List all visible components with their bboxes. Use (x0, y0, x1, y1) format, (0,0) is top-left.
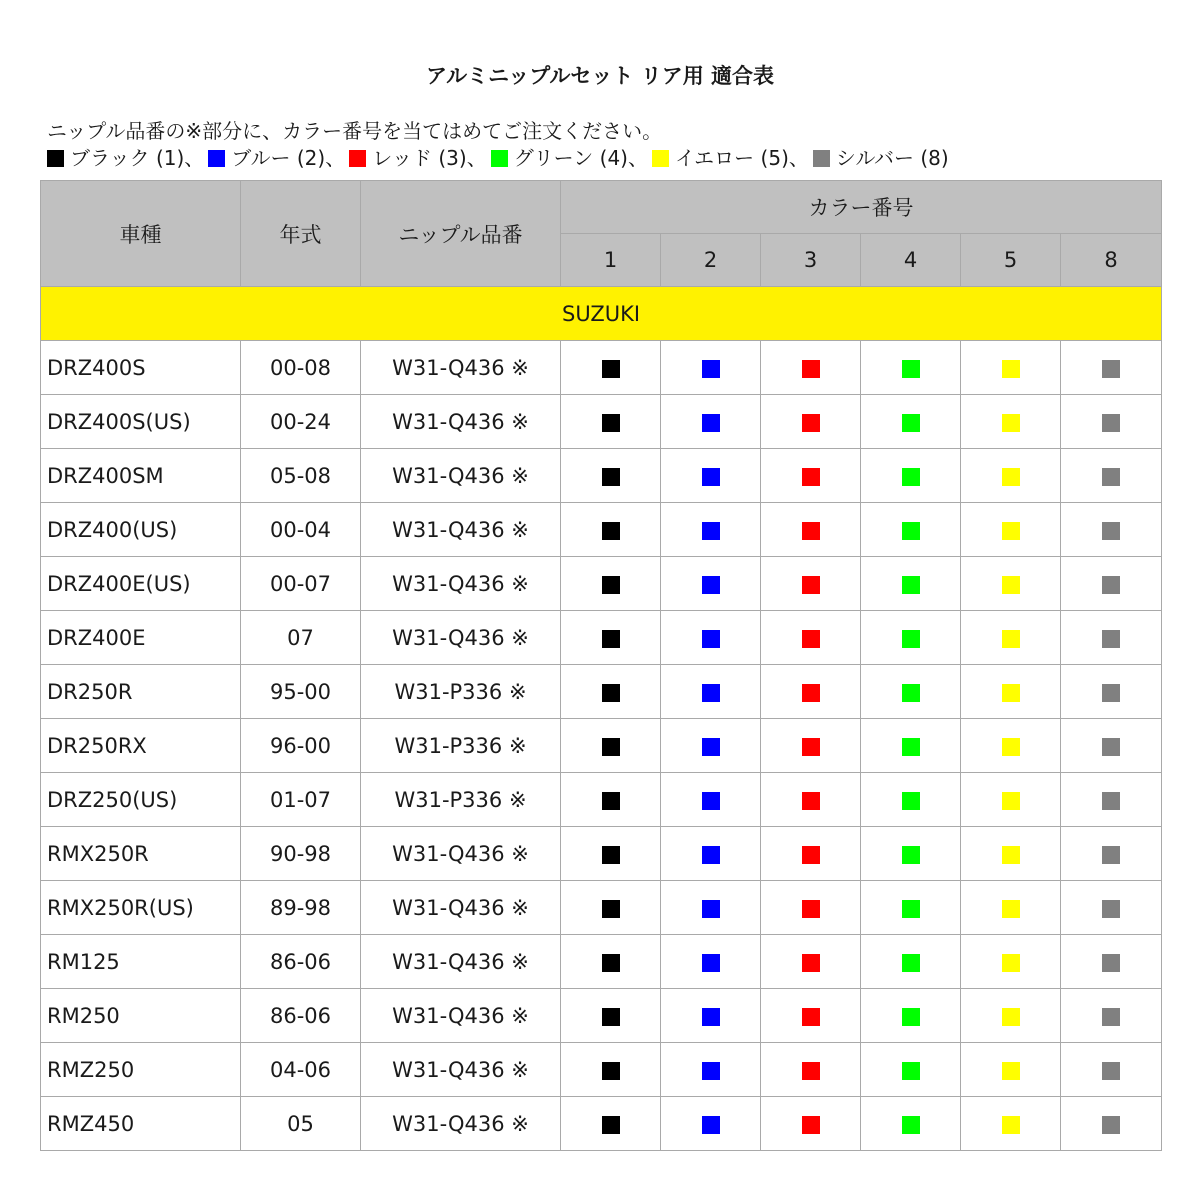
cell-color (561, 719, 661, 773)
color-swatch-icon (1102, 900, 1120, 918)
color-swatch-icon (1102, 1062, 1120, 1080)
cell-model: DRZ400E(US) (41, 557, 241, 611)
color-swatch-icon (802, 360, 820, 378)
cell-year: 96-00 (241, 719, 361, 773)
color-swatch-icon (902, 954, 920, 972)
color-swatch-icon (902, 900, 920, 918)
color-swatch-icon (902, 1116, 920, 1134)
cell-color (561, 611, 661, 665)
color-swatch-icon (602, 630, 620, 648)
cell-color (961, 611, 1061, 665)
color-swatch-icon (802, 1116, 820, 1134)
legend-separator: 、 (325, 146, 346, 170)
cell-color (861, 773, 961, 827)
color-swatch-icon (702, 630, 720, 648)
color-swatch-icon (1002, 1008, 1020, 1026)
cell-color (1061, 827, 1162, 881)
cell-color (761, 1097, 861, 1151)
cell-part: W31-Q436 ※ (361, 935, 561, 989)
table-row (41, 773, 1162, 827)
cell-color (861, 449, 961, 503)
color-swatch-icon (902, 684, 920, 702)
cell-color (861, 935, 961, 989)
cell-color (861, 719, 961, 773)
legend-separator: 、 (466, 146, 487, 170)
legend-label: レッド (3) (372, 146, 467, 170)
color-swatch-icon (602, 900, 620, 918)
cell-color (861, 503, 961, 557)
color-swatch-icon (902, 792, 920, 810)
cell-color (861, 341, 961, 395)
cell-color (861, 827, 961, 881)
cell-color (661, 503, 761, 557)
cell-color (561, 773, 661, 827)
cell-color (561, 341, 661, 395)
cell-color (761, 719, 861, 773)
cell-year: 00-07 (241, 557, 361, 611)
cell-model: RMZ450 (41, 1097, 241, 1151)
color-swatch-icon (602, 738, 620, 756)
color-swatch-icon (1002, 846, 1020, 864)
color-swatch-icon (802, 1008, 820, 1026)
cell-color (661, 773, 761, 827)
color-swatch-icon (802, 414, 820, 432)
color-swatch-icon (602, 360, 620, 378)
cell-color (961, 557, 1061, 611)
cell-color (1061, 719, 1162, 773)
cell-color (1061, 611, 1162, 665)
color-swatch-icon (602, 792, 620, 810)
cell-year: 95-00 (241, 665, 361, 719)
color-swatch-icon (902, 846, 920, 864)
color-swatch-icon (1102, 738, 1120, 756)
color-swatch-icon (702, 576, 720, 594)
legend-item (208, 144, 349, 172)
cell-color (561, 1043, 661, 1097)
cell-color (961, 449, 1061, 503)
cell-color (861, 665, 961, 719)
cell-part: W31-P336 ※ (361, 665, 561, 719)
cell-model: RM125 (41, 935, 241, 989)
cell-color (761, 341, 861, 395)
color-swatch-icon (702, 414, 720, 432)
cell-color (1061, 773, 1162, 827)
cell-year: 00-24 (241, 395, 361, 449)
legend-label: イエロー (5) (674, 146, 789, 170)
header-color-1: 1 (561, 234, 661, 287)
color-swatch-icon (1002, 360, 1020, 378)
cell-color (861, 881, 961, 935)
color-swatch-icon (702, 792, 720, 810)
color-swatch-icon (902, 1008, 920, 1026)
color-swatch-icon (1002, 630, 1020, 648)
cell-color (1061, 557, 1162, 611)
cell-color (761, 449, 861, 503)
cell-color (961, 881, 1061, 935)
cell-model: RMX250R(US) (41, 881, 241, 935)
color-swatch-icon (802, 576, 820, 594)
color-swatch-icon (802, 684, 820, 702)
table-row (41, 449, 1162, 503)
cell-part: W31-Q436 ※ (361, 989, 561, 1043)
color-swatch-icon (1102, 1116, 1120, 1134)
brand-label: SUZUKI (41, 287, 1162, 341)
header-color-4: 4 (861, 234, 961, 287)
table-row (41, 665, 1162, 719)
cell-color (961, 665, 1061, 719)
color-swatch-icon (902, 360, 920, 378)
cell-color (661, 935, 761, 989)
cell-part: W31-Q436 ※ (361, 395, 561, 449)
cell-model: DRZ400SM (41, 449, 241, 503)
color-swatch-icon (702, 684, 720, 702)
cell-model: RM250 (41, 989, 241, 1043)
cell-color (861, 989, 961, 1043)
color-swatch-icon (602, 468, 620, 486)
cell-model: RMZ250 (41, 1043, 241, 1097)
cell-year: 86-06 (241, 989, 361, 1043)
cell-year: 86-06 (241, 935, 361, 989)
color-swatch-icon (902, 576, 920, 594)
color-swatch-icon (1002, 738, 1020, 756)
cell-part: W31-Q436 ※ (361, 557, 561, 611)
cell-year: 04-06 (241, 1043, 361, 1097)
table-row (41, 935, 1162, 989)
legend-item (491, 144, 652, 172)
color-legend (47, 144, 949, 172)
cell-color (661, 665, 761, 719)
color-swatch-icon (602, 522, 620, 540)
color-swatch-icon (1102, 414, 1120, 432)
color-swatch-icon (1102, 792, 1120, 810)
color-swatch-icon (602, 414, 620, 432)
cell-color (1061, 665, 1162, 719)
color-swatch-icon (902, 468, 920, 486)
page-title: アルミニップルセット リア用 適合表 (425, 64, 775, 88)
legend-item (47, 144, 208, 172)
cell-color (661, 341, 761, 395)
table-row (41, 557, 1162, 611)
color-swatch-icon (802, 630, 820, 648)
cell-color (1061, 935, 1162, 989)
cell-color (961, 827, 1061, 881)
cell-part: W31-P336 ※ (361, 773, 561, 827)
color-swatch-icon (1002, 954, 1020, 972)
color-swatch-icon (602, 1062, 620, 1080)
color-swatch-icon (802, 738, 820, 756)
cell-color (961, 395, 1061, 449)
color-swatch-icon (1102, 522, 1120, 540)
legend-separator: 、 (627, 146, 648, 170)
cell-color (1061, 395, 1162, 449)
cell-color (561, 665, 661, 719)
color-swatch-icon (208, 150, 225, 167)
table-row (41, 341, 1162, 395)
color-swatch-icon (602, 1008, 620, 1026)
cell-model: DR250R (41, 665, 241, 719)
cell-color (561, 989, 661, 1043)
cell-color (1061, 881, 1162, 935)
cell-color (661, 395, 761, 449)
cell-color (561, 881, 661, 935)
table-row (41, 503, 1162, 557)
color-swatch-icon (702, 738, 720, 756)
cell-color (1061, 989, 1162, 1043)
cell-color (761, 827, 861, 881)
header-color-3: 3 (761, 234, 861, 287)
header-part-number: ニップル品番 (361, 181, 561, 287)
cell-color (961, 989, 1061, 1043)
legend-item (349, 144, 491, 172)
cell-color (761, 881, 861, 935)
legend-label: グリーン (4) (513, 146, 628, 170)
cell-color (661, 611, 761, 665)
cell-model: DRZ250(US) (41, 773, 241, 827)
header-color-5: 5 (961, 234, 1061, 287)
cell-year: 05-08 (241, 449, 361, 503)
cell-color (661, 881, 761, 935)
cell-color (561, 1097, 661, 1151)
legend-label: ブルー (2) (231, 146, 326, 170)
table-row (41, 395, 1162, 449)
color-swatch-icon (802, 846, 820, 864)
color-swatch-icon (802, 954, 820, 972)
brand-row (41, 287, 1162, 341)
color-swatch-icon (702, 522, 720, 540)
cell-color (961, 341, 1061, 395)
header-year: 年式 (241, 181, 361, 287)
cell-color (1061, 341, 1162, 395)
color-swatch-icon (702, 900, 720, 918)
legend-item (652, 144, 813, 172)
color-swatch-icon (1002, 576, 1020, 594)
header-color-2: 2 (661, 234, 761, 287)
color-swatch-icon (602, 846, 620, 864)
cell-color (661, 449, 761, 503)
color-swatch-icon (602, 576, 620, 594)
color-swatch-icon (902, 522, 920, 540)
color-swatch-icon (702, 1062, 720, 1080)
cell-color (961, 773, 1061, 827)
color-swatch-icon (1102, 846, 1120, 864)
cell-color (661, 1043, 761, 1097)
color-swatch-icon (813, 150, 830, 167)
header-model: 車種 (41, 181, 241, 287)
cell-part: W31-Q436 ※ (361, 881, 561, 935)
cell-color (761, 503, 861, 557)
cell-year: 00-08 (241, 341, 361, 395)
color-swatch-icon (1002, 792, 1020, 810)
color-swatch-icon (652, 150, 669, 167)
cell-color (961, 935, 1061, 989)
header-color-number: カラー番号 (561, 181, 1162, 234)
cell-year: 89-98 (241, 881, 361, 935)
fitment-table (40, 180, 1162, 1151)
cell-part: W31-Q436 ※ (361, 827, 561, 881)
cell-color (1061, 1097, 1162, 1151)
cell-color (1061, 1043, 1162, 1097)
color-swatch-icon (702, 954, 720, 972)
cell-part: W31-P336 ※ (361, 719, 561, 773)
cell-color (561, 395, 661, 449)
cell-part: W31-Q436 ※ (361, 1097, 561, 1151)
cell-color (861, 1097, 961, 1151)
color-swatch-icon (1102, 630, 1120, 648)
cell-color (761, 1043, 861, 1097)
color-swatch-icon (1002, 414, 1020, 432)
cell-color (561, 557, 661, 611)
color-swatch-icon (702, 846, 720, 864)
color-swatch-icon (1102, 360, 1120, 378)
color-swatch-icon (47, 150, 64, 167)
cell-color (561, 827, 661, 881)
cell-color (761, 773, 861, 827)
cell-model: DRZ400S (41, 341, 241, 395)
color-swatch-icon (902, 738, 920, 756)
cell-color (761, 395, 861, 449)
color-swatch-icon (602, 954, 620, 972)
color-swatch-icon (902, 630, 920, 648)
color-swatch-icon (902, 1062, 920, 1080)
cell-color (961, 1097, 1061, 1151)
table-row (41, 611, 1162, 665)
color-swatch-icon (702, 468, 720, 486)
table-row (41, 989, 1162, 1043)
color-swatch-icon (1002, 900, 1020, 918)
cell-color (761, 989, 861, 1043)
color-swatch-icon (491, 150, 508, 167)
cell-year: 07 (241, 611, 361, 665)
cell-color (561, 449, 661, 503)
cell-part: W31-Q436 ※ (361, 449, 561, 503)
cell-color (661, 827, 761, 881)
cell-color (661, 557, 761, 611)
color-swatch-icon (602, 684, 620, 702)
legend-label: ブラック (1) (70, 146, 185, 170)
cell-color (761, 665, 861, 719)
color-swatch-icon (902, 414, 920, 432)
legend-label: シルバー (8) (835, 146, 949, 170)
cell-year: 01-07 (241, 773, 361, 827)
cell-year: 90-98 (241, 827, 361, 881)
cell-color (761, 935, 861, 989)
cell-color (761, 611, 861, 665)
color-swatch-icon (802, 1062, 820, 1080)
color-swatch-icon (802, 792, 820, 810)
legend-separator: 、 (788, 146, 809, 170)
cell-year: 00-04 (241, 503, 361, 557)
color-swatch-icon (702, 1116, 720, 1134)
cell-year: 05 (241, 1097, 361, 1151)
color-swatch-icon (1102, 1008, 1120, 1026)
header-color-8: 8 (1061, 234, 1162, 287)
cell-part: W31-Q436 ※ (361, 611, 561, 665)
table-row (41, 827, 1162, 881)
legend-item (813, 144, 949, 172)
cell-color (661, 1097, 761, 1151)
color-swatch-icon (602, 1116, 620, 1134)
cell-color (861, 611, 961, 665)
cell-model: DRZ400(US) (41, 503, 241, 557)
cell-color (861, 557, 961, 611)
color-swatch-icon (802, 468, 820, 486)
cell-color (661, 989, 761, 1043)
order-note: ニップル品番の※部分に、カラー番号を当てはめてご注文ください。 (47, 119, 663, 143)
cell-color (1061, 503, 1162, 557)
color-swatch-icon (702, 1008, 720, 1026)
color-swatch-icon (1102, 576, 1120, 594)
cell-color (961, 719, 1061, 773)
cell-part: W31-Q436 ※ (361, 341, 561, 395)
color-swatch-icon (802, 522, 820, 540)
cell-model: RMX250R (41, 827, 241, 881)
color-swatch-icon (1002, 684, 1020, 702)
color-swatch-icon (1002, 522, 1020, 540)
cell-color (861, 1043, 961, 1097)
cell-part: W31-Q436 ※ (361, 503, 561, 557)
cell-part: W31-Q436 ※ (361, 1043, 561, 1097)
cell-model: DRZ400E (41, 611, 241, 665)
table-row (41, 719, 1162, 773)
color-swatch-icon (1002, 1062, 1020, 1080)
color-swatch-icon (1102, 954, 1120, 972)
table-row (41, 881, 1162, 935)
cell-color (961, 503, 1061, 557)
cell-model: DR250RX (41, 719, 241, 773)
cell-color (561, 935, 661, 989)
legend-separator: 、 (184, 146, 205, 170)
table-row (41, 1043, 1162, 1097)
color-swatch-icon (1102, 468, 1120, 486)
cell-color (961, 1043, 1061, 1097)
color-swatch-icon (1002, 468, 1020, 486)
cell-color (661, 719, 761, 773)
cell-color (1061, 449, 1162, 503)
cell-color (761, 557, 861, 611)
table-row (41, 1097, 1162, 1151)
cell-model: DRZ400S(US) (41, 395, 241, 449)
color-swatch-icon (349, 150, 366, 167)
cell-color (861, 395, 961, 449)
color-swatch-icon (1102, 684, 1120, 702)
cell-color (561, 503, 661, 557)
color-swatch-icon (1002, 1116, 1020, 1134)
color-swatch-icon (802, 900, 820, 918)
color-swatch-icon (702, 360, 720, 378)
